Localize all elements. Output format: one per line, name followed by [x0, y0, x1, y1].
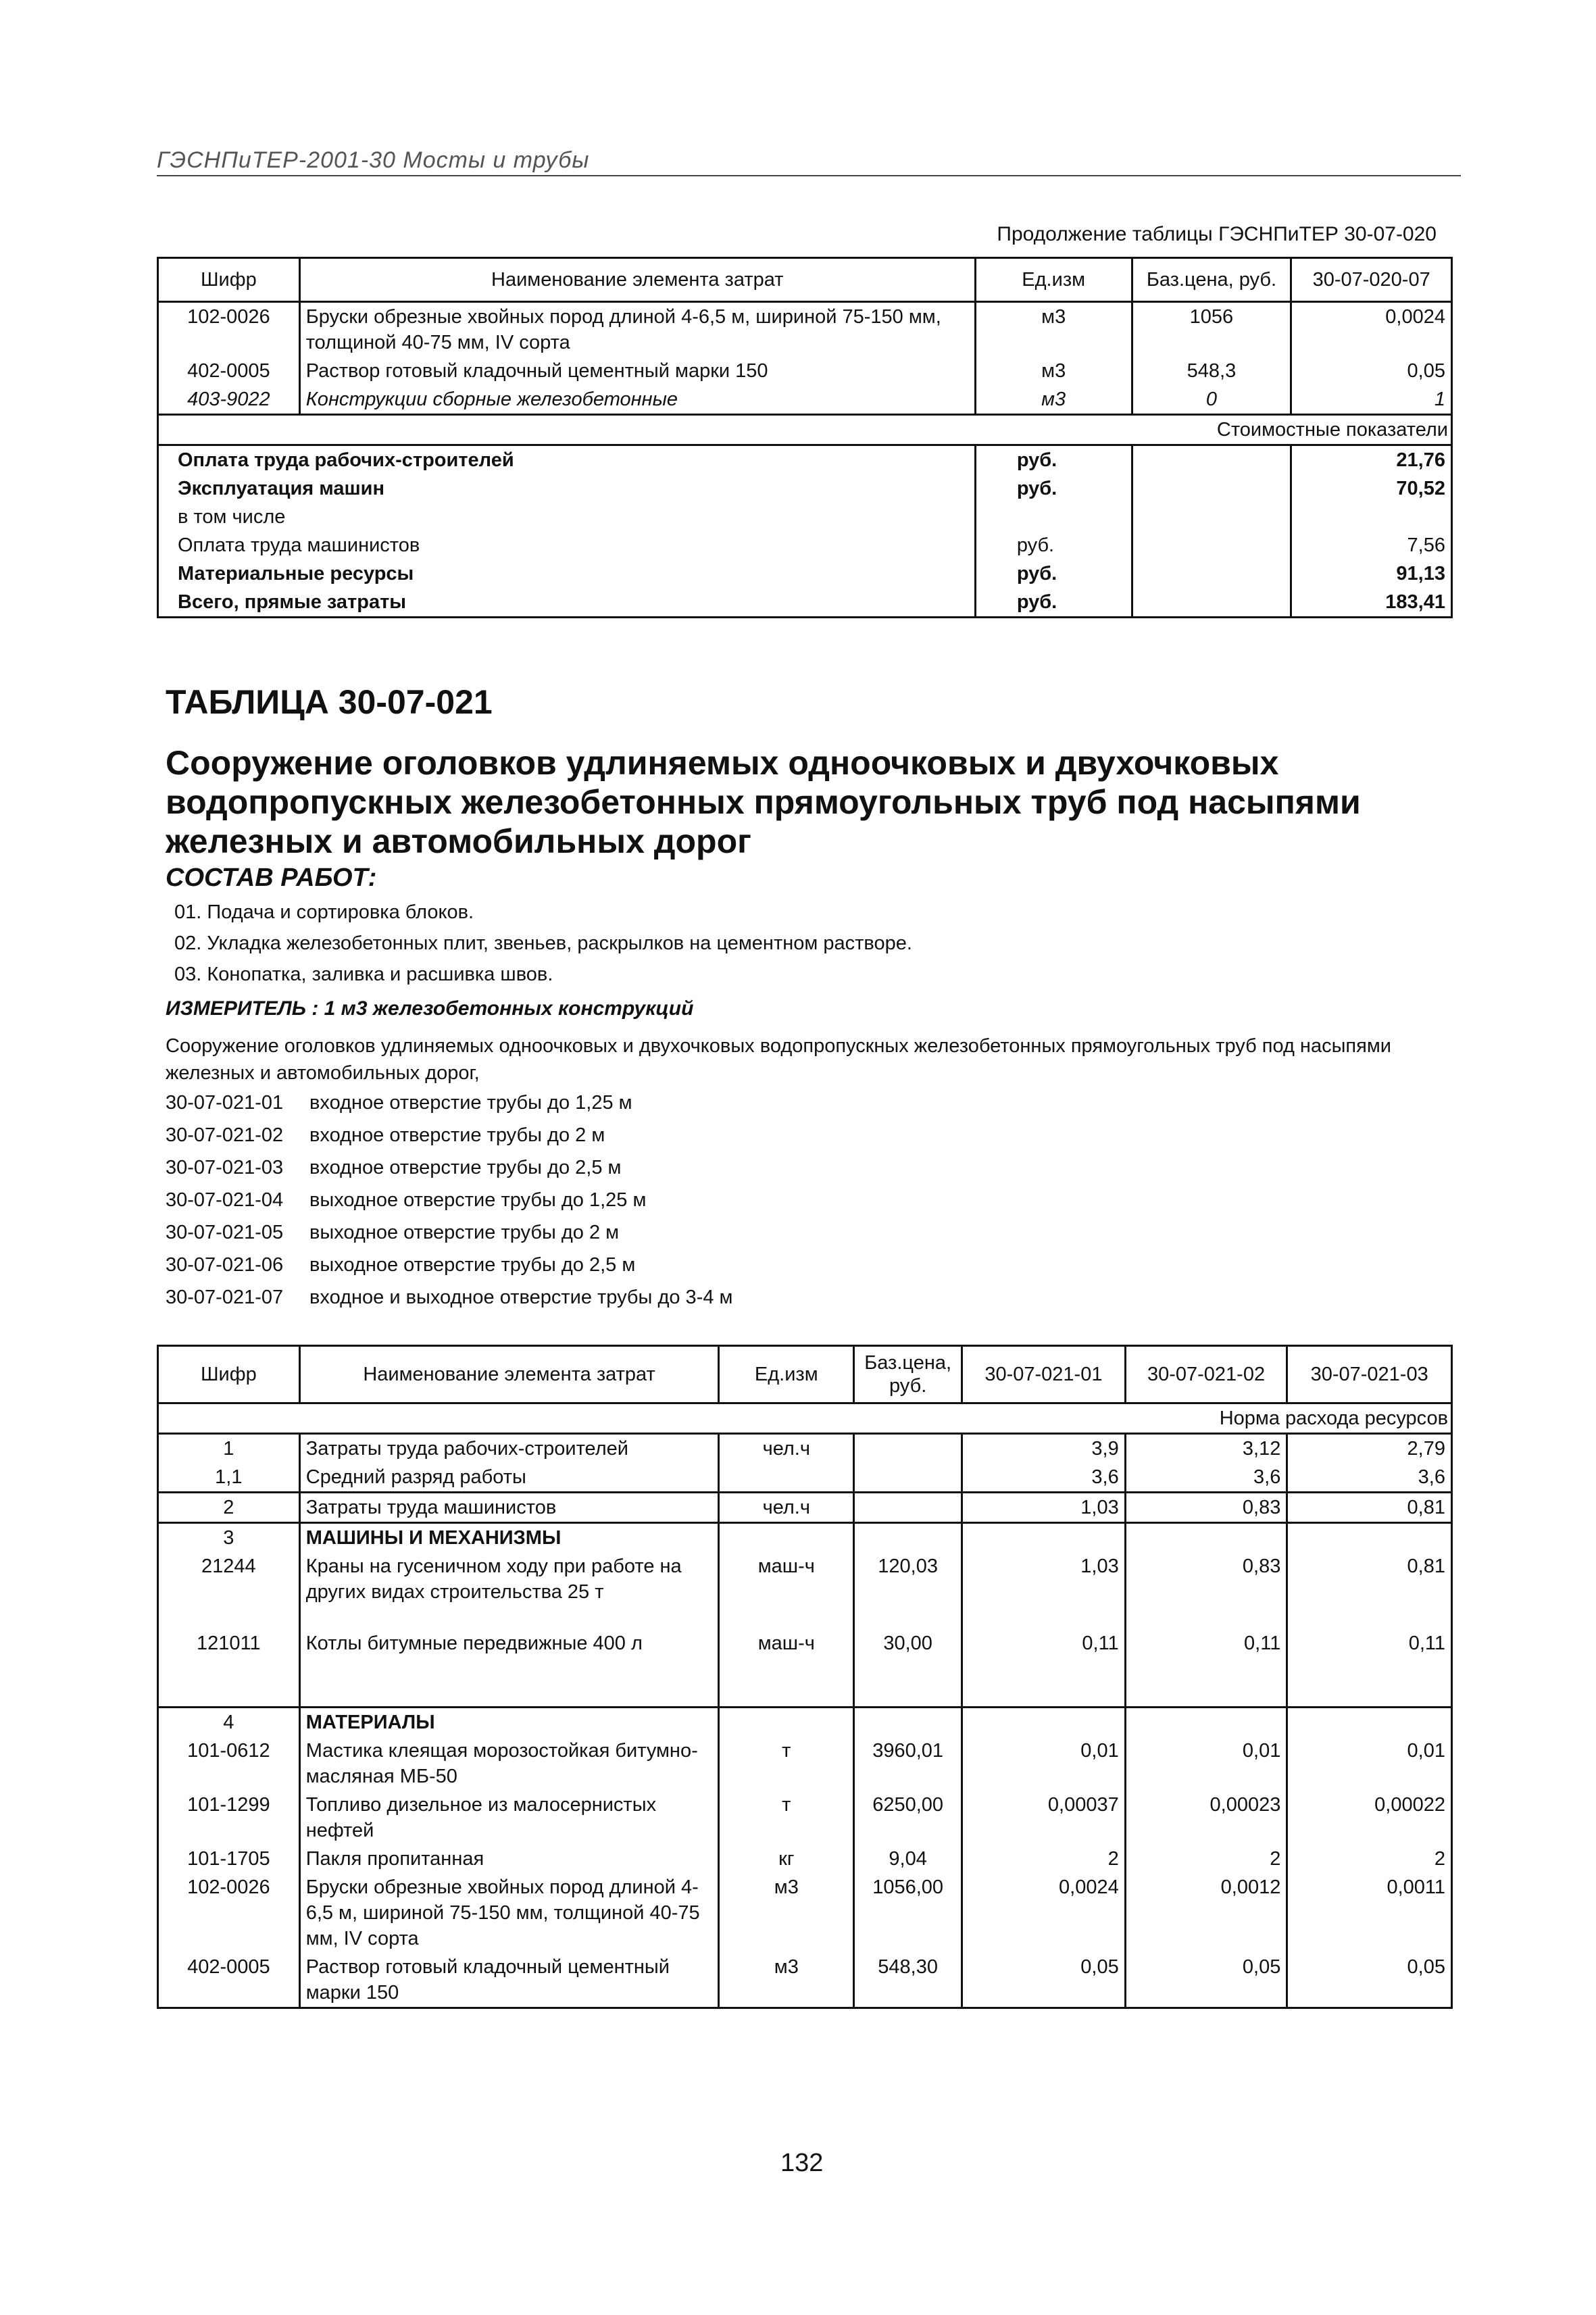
running-header: ГЭСНПиТЕР-2001-30 Мосты и трубы: [157, 147, 1461, 176]
cell-unit: чел.ч: [719, 1434, 854, 1464]
variant-text: выходное отверстие трубы до 2 м: [309, 1222, 620, 1243]
cell-price: 0: [1132, 385, 1291, 415]
cell-code: 101-0612: [158, 1737, 300, 1791]
section-row: [158, 1708, 1452, 1737]
cell-value: 0,00023: [1125, 1791, 1287, 1845]
col-header-norm-01: 30-07-021-01: [962, 1346, 1126, 1403]
cell-value: 0,05: [962, 1953, 1126, 2008]
norm-label-row: [158, 1403, 1452, 1434]
variant-text: входное отверстие трубы до 1,25 м: [309, 1092, 632, 1114]
cell-value: 0,11: [962, 1629, 1126, 1708]
cell-value: [962, 1708, 1126, 1737]
cell-unit: м3: [975, 385, 1132, 415]
cost-unit: руб.: [975, 559, 1132, 588]
variant-row: [166, 1222, 619, 1244]
cost-unit: руб.: [975, 445, 1132, 475]
cost-label: Оплата труда рабочих-строителей: [158, 445, 976, 475]
cost-empty: [1132, 531, 1291, 559]
col-header-price: Баз.цена, руб.: [1132, 258, 1291, 302]
variant-code: 30-07-021-05: [166, 1222, 284, 1243]
cell-value: 0,11: [1287, 1629, 1452, 1708]
cell-value: 3,12: [1125, 1434, 1287, 1464]
cost-row: [158, 503, 1452, 531]
table-30-07-021: [157, 1345, 1453, 2009]
cell-code: 21244: [158, 1552, 300, 1629]
col-header-code: Шифр: [158, 258, 300, 302]
cell-price: 1056,00: [854, 1873, 962, 1953]
cell-value: 0,81: [1287, 1552, 1452, 1629]
cost-unit: [975, 503, 1132, 531]
table-row: [158, 357, 1452, 385]
cell-code: 102-0026: [158, 1873, 300, 1953]
cell-value: [1287, 1708, 1452, 1737]
cell-value: [1287, 1523, 1452, 1553]
cell-value: 0,83: [1125, 1493, 1287, 1523]
cell-value: [1125, 1708, 1287, 1737]
cell-name: Топливо дизельное из малосернистых нефтей: [299, 1791, 719, 1845]
table-row: [158, 1845, 1452, 1873]
table-row: [158, 1434, 1452, 1464]
variant-text: входное и выходное отверстие трубы до 3-4 м: [309, 1287, 733, 1308]
variant-row: [166, 1124, 605, 1147]
cell-value: [1125, 1523, 1287, 1553]
table-heading: ТАБЛИЦА 30-07-021: [166, 683, 493, 721]
variant-code: 30-07-021-02: [166, 1124, 284, 1146]
cost-value: 21,76: [1291, 445, 1452, 475]
cell-price: [854, 1434, 962, 1464]
cost-row: [158, 445, 1452, 475]
cell-code: 102-0026: [158, 302, 300, 357]
cell-name: Бруски обрезные хвойных пород длиной 4-6,5 м, шириной 75-150 мм, толщиной 40-75 мм, IV сорта: [299, 302, 975, 357]
col-header-code: Шифр: [158, 1346, 300, 1403]
cell-unit: м3: [719, 1873, 854, 1953]
table-row: [158, 1493, 1452, 1523]
col-header-norm: 30-07-020-07: [1291, 258, 1452, 302]
cell-unit: т: [719, 1791, 854, 1845]
cell-value: 2: [1125, 1845, 1287, 1873]
cell-unit: м3: [975, 302, 1132, 357]
variant-code: 30-07-021-06: [166, 1254, 284, 1276]
variant-text: выходное отверстие трубы до 1,25 м: [309, 1189, 647, 1211]
work-item: 01. Подача и сортировка блоков.: [174, 901, 474, 923]
col-header-name: Наименование элемента затрат: [299, 1346, 719, 1403]
cell-unit: [719, 1708, 854, 1737]
cost-value: 70,52: [1291, 474, 1452, 503]
cell-unit: [719, 1463, 854, 1493]
cell-code: 3: [158, 1523, 300, 1553]
cell-name: Бруски обрезные хвойных пород длиной 4-6,5 м, шириной 75-150 мм, толщиной 40-75 мм, IV сорта: [299, 1873, 719, 1953]
cost-empty: [1132, 445, 1291, 475]
section-title: МАТЕРИАЛЫ: [299, 1708, 719, 1737]
cost-section-label: Стоимостные показатели: [158, 415, 1452, 445]
table2-header-row: [158, 1346, 1452, 1403]
cell-name: Пакля пропитанная: [299, 1845, 719, 1873]
cell-price: 3960,01: [854, 1737, 962, 1791]
cost-value: 91,13: [1291, 559, 1452, 588]
cell-code: 402-0005: [158, 1953, 300, 2008]
cost-unit: руб.: [975, 588, 1132, 618]
cell-name: Краны на гусеничном ходу при работе на других видах строительства 25 т: [299, 1552, 719, 1629]
cell-value: 1,03: [962, 1552, 1126, 1629]
cell-value: 0,81: [1287, 1493, 1452, 1523]
col-header-price: Баз.цена, руб.: [854, 1346, 962, 1403]
cell-value: 0,11: [1125, 1629, 1287, 1708]
cell-value: 3,6: [1287, 1463, 1452, 1493]
table-row: [158, 385, 1452, 415]
cell-unit: маш-ч: [719, 1629, 854, 1708]
works-heading: СОСТАВ РАБОТ:: [166, 864, 377, 892]
cell-price: 6250,00: [854, 1791, 962, 1845]
cost-empty: [1132, 474, 1291, 503]
work-item: 03. Конопатка, заливка и расшивка швов.: [174, 964, 553, 985]
cell-value: 0,0012: [1125, 1873, 1287, 1953]
cell-value: [962, 1523, 1126, 1553]
cost-row: [158, 588, 1452, 618]
cell-price: [854, 1463, 962, 1493]
cell-unit: т: [719, 1737, 854, 1791]
cost-unit: руб.: [975, 474, 1132, 503]
cell-unit: м3: [975, 357, 1132, 385]
cell-name: Затраты труда рабочих-строителей: [299, 1434, 719, 1464]
cell-code: 121011: [158, 1629, 300, 1708]
cell-name: Мастика клеящая морозостойкая битумно-масляная МБ-50: [299, 1737, 719, 1791]
cost-label: Эксплуатация машин: [158, 474, 976, 503]
cost-empty: [1132, 503, 1291, 531]
table1-header-row: [158, 258, 1452, 302]
cost-row: [158, 559, 1452, 588]
cell-code: 402-0005: [158, 357, 300, 385]
cost-label: Материальные ресурсы: [158, 559, 976, 588]
cell-value: 3,6: [962, 1463, 1126, 1493]
cell-price: 1056: [1132, 302, 1291, 357]
cost-empty: [1132, 588, 1291, 618]
cell-unit: [719, 1523, 854, 1553]
table-row: [158, 1873, 1452, 1953]
cell-value: 1,03: [962, 1493, 1126, 1523]
cell-value: 2: [1287, 1845, 1452, 1873]
cell-code: 101-1299: [158, 1791, 300, 1845]
cell-code: 2: [158, 1493, 300, 1523]
variant-text: входное отверстие трубы до 2 м: [309, 1124, 605, 1146]
cell-value: 0,0024: [962, 1873, 1126, 1953]
measure-unit: ИЗМЕРИТЕЛЬ : 1 м3 железобетонных конструкций: [166, 997, 694, 1020]
cell-price: 548,3: [1132, 357, 1291, 385]
cell-value: 0,00022: [1287, 1791, 1452, 1845]
variant-code: 30-07-021-07: [166, 1287, 284, 1308]
cell-value: 0,0011: [1287, 1873, 1452, 1953]
cost-value: [1291, 503, 1452, 531]
cell-value: 0,01: [1287, 1737, 1452, 1791]
cell-price: [854, 1708, 962, 1737]
table-description: Сооружение оголовков удлиняемых одноочковых и двухочковых водопропускных железобетонных прямоугольных труб под насыпями железных и автомобильных дорог,: [166, 1035, 1391, 1084]
variant-row: [166, 1092, 632, 1114]
table-30-07-020-continuation: [157, 257, 1453, 618]
cell-code: 101-1705: [158, 1845, 300, 1873]
work-item: 02. Укладка железобетонных плит, звеньев, раскрылков на цементном растворе.: [174, 932, 912, 954]
cell-value: 3,9: [962, 1434, 1126, 1464]
cell-unit: маш-ч: [719, 1552, 854, 1629]
cost-row: [158, 474, 1452, 503]
table-row: [158, 1737, 1452, 1791]
cell-value: 0,00037: [962, 1791, 1126, 1845]
variant-row: [166, 1254, 635, 1276]
cell-name: Затраты труда машинистов: [299, 1493, 719, 1523]
table-row: [158, 1629, 1452, 1708]
table-row: [158, 1791, 1452, 1845]
page-number: 132: [780, 2149, 824, 2177]
cell-code: 1: [158, 1434, 300, 1464]
cell-name: Конструкции сборные железобетонные: [299, 385, 975, 415]
col-header-norm-03: 30-07-021-03: [1287, 1346, 1452, 1403]
cell-price: 548,30: [854, 1953, 962, 2008]
cell-value: 2: [962, 1845, 1126, 1873]
norm-label: Норма расхода ресурсов: [158, 1403, 1452, 1434]
col-header-norm-02: 30-07-021-02: [1125, 1346, 1287, 1403]
table-row: [158, 1552, 1452, 1629]
variant-row: [166, 1287, 732, 1309]
cost-empty: [1132, 559, 1291, 588]
table1-caption: Продолжение таблицы ГЭСНПиТЕР 30-07-020: [997, 223, 1437, 245]
cell-price: 30,00: [854, 1629, 962, 1708]
col-header-unit: Ед.изм: [719, 1346, 854, 1403]
cell-name: Котлы битумные передвижные 400 л: [299, 1629, 719, 1708]
cell-unit: кг: [719, 1845, 854, 1873]
cost-value: 183,41: [1291, 588, 1452, 618]
variant-code: 30-07-021-04: [166, 1189, 284, 1211]
cell-value: 0,0024: [1291, 302, 1452, 357]
cell-code: 1,1: [158, 1463, 300, 1493]
cell-value: 0,05: [1287, 1953, 1452, 2008]
cost-label: Оплата труда машинистов: [158, 531, 976, 559]
variant-row: [166, 1189, 646, 1212]
table-row: [158, 1953, 1452, 2008]
variant-text: выходное отверстие трубы до 2,5 м: [309, 1254, 636, 1276]
cost-value: 7,56: [1291, 531, 1452, 559]
section-title: МАШИНЫ И МЕХАНИЗМЫ: [299, 1523, 719, 1553]
variant-row: [166, 1157, 621, 1179]
cost-label: Всего, прямые затраты: [158, 588, 976, 618]
cell-price: 9,04: [854, 1845, 962, 1873]
section-row: [158, 1523, 1452, 1553]
cell-value: 0,01: [962, 1737, 1126, 1791]
cell-value: 0,05: [1291, 357, 1452, 385]
cell-price: [854, 1493, 962, 1523]
variant-code: 30-07-021-03: [166, 1157, 284, 1178]
cost-row: [158, 531, 1452, 559]
col-header-name: Наименование элемента затрат: [299, 258, 975, 302]
cell-unit: чел.ч: [719, 1493, 854, 1523]
cell-name: Раствор готовый кладочный цементный марки 150: [299, 1953, 719, 2008]
cell-value: 3,6: [1125, 1463, 1287, 1493]
cell-code: 4: [158, 1708, 300, 1737]
cell-price: [854, 1523, 962, 1553]
cell-name: Средний разряд работы: [299, 1463, 719, 1493]
cell-unit: м3: [719, 1953, 854, 2008]
cell-value: 0,01: [1125, 1737, 1287, 1791]
cell-value: 0,83: [1125, 1552, 1287, 1629]
cell-value: 2,79: [1287, 1434, 1452, 1464]
variant-text: входное отверстие трубы до 2,5 м: [309, 1157, 622, 1178]
table-title: Сооружение оголовков удлиняемых одноочковых и двухочковых водопропускных железобетонных прямоугольных труб под насыпями железных и автомобильных дорог: [166, 744, 1361, 860]
col-header-unit: Ед.изм: [975, 258, 1132, 302]
cost-section-row: [158, 415, 1452, 445]
cell-code: 403-9022: [158, 385, 300, 415]
cell-name: Раствор готовый кладочный цементный марки 150: [299, 357, 975, 385]
cell-price: 120,03: [854, 1552, 962, 1629]
cell-value: 1: [1291, 385, 1452, 415]
table-row: [158, 1463, 1452, 1493]
cost-label: в том числе: [158, 503, 976, 531]
cost-unit: руб.: [975, 531, 1132, 559]
variant-code: 30-07-021-01: [166, 1092, 284, 1114]
cell-value: 0,05: [1125, 1953, 1287, 2008]
table-row: [158, 302, 1452, 357]
